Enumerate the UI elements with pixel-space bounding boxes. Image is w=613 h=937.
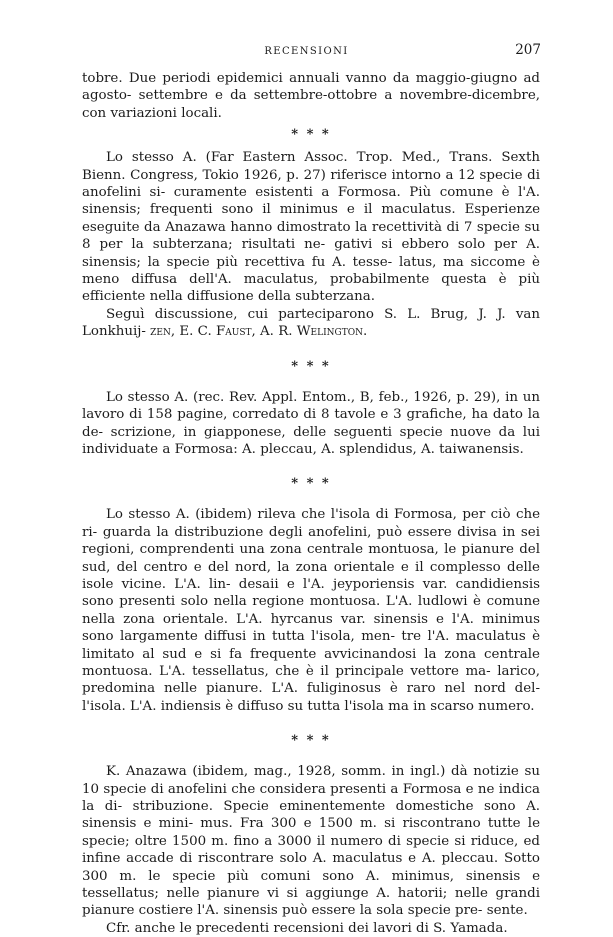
section-separator: * * * xyxy=(291,127,331,143)
paragraph-review-entom: Lo stesso A. (rec. Rev. Appl. Entom., B, feb., 1926, p. 29), in un lavoro di 158 pagine, corredato di 8 tavole e 3 grafiche, ha dato la de- scrizione, in giapponese, delle seguenti specie nuove da lui individuate a Formosa: A. pleccau, A. splendidus, A. taiwanensis. xyxy=(82,389,540,457)
section-separator: * * * xyxy=(291,733,331,749)
paragraph-discussion: Seguì discussione, cui parteciparono S. L. Brug, J. J. van Lonkhuij- zen, E. C. Faust, A. R. Welington. xyxy=(82,306,540,340)
paragraph-anazawa: K. Anazawa (ibidem, mag., 1928, somm. in ingl.) dà notizie su 10 specie di anofelini che considera presenti a Formosa e ne indica la di- stribuzione. Specie eminentemente domestiche sono A. sinensis e mini- mus. Fra 300 e 1500 m. si riscontrano tutte le specie; oltre 1500 m. fino a 3000 il numero di specie si riduce, ed infine accade di riscontrare solo A. maculatus e A. pleccau. Sotto 300 m. le specie più comuni sono A. minimus, sinensis e tessellatus; nelle pianure vi si aggiunge A. hatorii; nelle grandi pianure costiere l'A. sinensis può essere la sola specie pre- sente. xyxy=(82,764,541,919)
running-title: RECENSIONI xyxy=(264,46,349,57)
section-separator: * * * xyxy=(291,358,331,374)
section-separator: * * * xyxy=(291,476,331,492)
running-header xyxy=(0,42,613,62)
paragraph-continuation: tobre. Due periodi epidemici annuali vanno da maggio-giugno ad agosto- settembre e da settembre-ottobre a novembre-dicembre, con variazioni locali. xyxy=(82,71,540,121)
paragraph-regions: Lo stesso A. (ibidem) rileva che l'isola di Formosa, per ciò che ri- guarda la distribuzione degli anofelini, può essere divisa in sei regioni, comprendenti una zona centrale montuosa, le pianure del sud, del centro e del nord, la zona orientale e il complesso delle isole vicine. L'A. lin- desaii e l'A. jeyporiensis var. candidiensis sono presenti solo nella regione montuosa. L'A. ludlowi è comune nella zona orientale. L'A. hyrcanus var. sinensis e l'A. minimus sono largamente diffusi in tutta l'isola, men- tre l'A. maculatus è limitato al sud e si fa frequente avvicinandosi la zona centrale montuosa. L'A. tessellatus, che è il principale vettore ma- larico, predomina nelle pianure. L'A. fuliginosus è raro nel nord del- l'isola. L'A. indiensis è diffuso su tutta l'isola ma in scarso numero. xyxy=(82,507,541,714)
page-number: 207 xyxy=(515,42,541,58)
paragraph-cross-reference: Cfr. anche le precedenti recensioni dei lavori di S. Yamada. xyxy=(106,920,508,936)
document-body xyxy=(82,70,540,937)
paragraph-review-congress: Lo stesso A. (Far Eastern Assoc. Trop. Med., Trans. Sexth Bienn. Congress, Tokio 1926, p. 27) riferisce intorno a 12 specie di anofelini si- curamente esistenti a Formosa. Più comune è l'A. sinensis; frequenti sono il minimus e il maculatus. Esperienze eseguite da Anazawa hanno dimostrato la recettività di 7 specie su 8 per la subterzana; risultati ne- gativi si ebbero solo per A. sinensis; la specie più recettiva fu A. tesse- latus, ma siccome è meno diffusa dell'A. maculatus, probabilmente questa è più efficiente nella diffusione della subterzana. xyxy=(82,150,541,305)
